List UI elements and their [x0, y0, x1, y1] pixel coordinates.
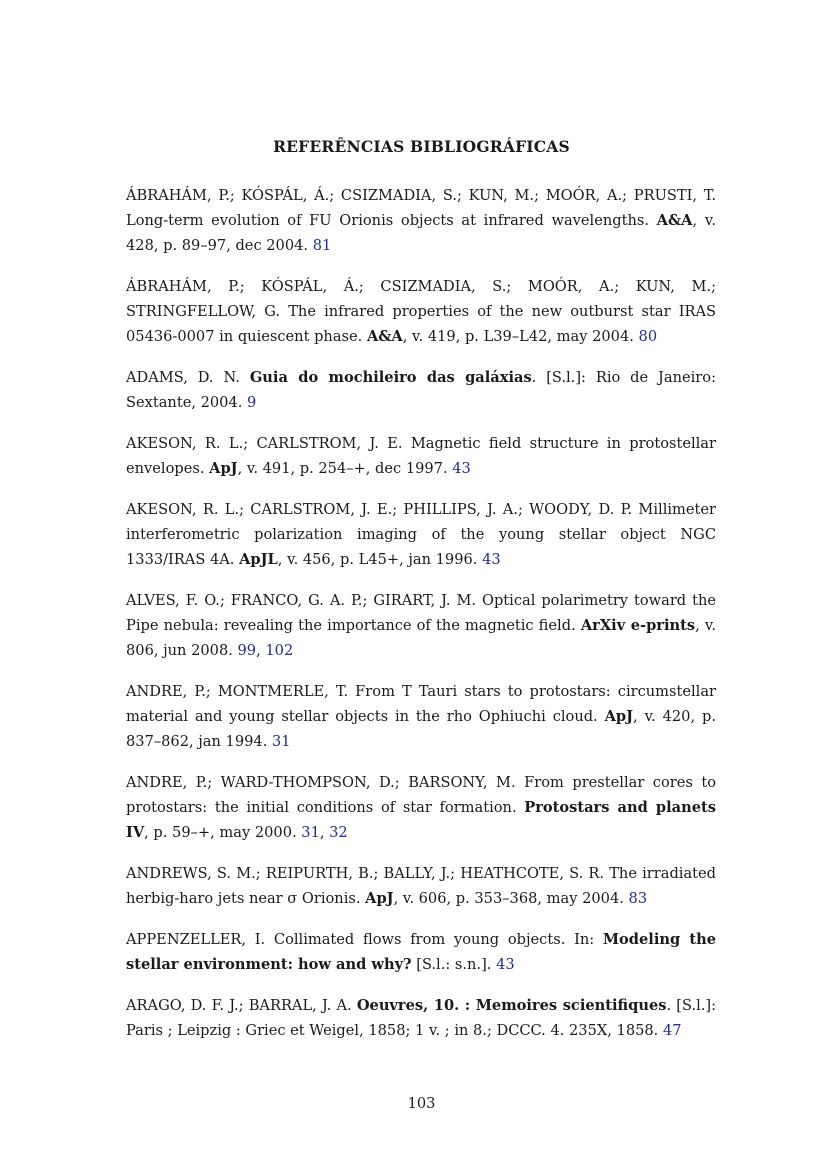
backref-page-link[interactable]: 43 — [452, 460, 471, 477]
backref-page-link[interactable]: 47 — [662, 1022, 682, 1039]
reference-details: , v. 420, p. 837–862, jan 1994. — [126, 708, 716, 750]
reference-entry: ANDRE, P.; WARD-THOMPSON, D.; BARSONY, M. From prestellar cores to protostars: the initial conditions of star formation. Protostars and planets IV, p. 59–+, may 2000. 31, 32 — [126, 774, 716, 841]
reference-source-title: Modeling the stellar environment: how and why? — [126, 931, 717, 973]
reference-details: , v. 606, p. 353–368, may 2004. — [393, 890, 629, 907]
backref-page-link[interactable]: 99 — [237, 642, 257, 659]
reference-entry — [126, 679, 716, 754]
reference-details: [S.l.: s.n.]. — [411, 956, 497, 973]
reference-text: ANDRE, P.; WARD-THOMPSON, D.; BARSONY, M. From prestellar cores to protostars: the initial conditions of star formation. — [126, 774, 716, 816]
reference-entry — [126, 431, 716, 481]
backref-page-link[interactable]: 83 — [628, 890, 648, 907]
reference-source-title: Guia do mochileiro das galáxias — [249, 369, 532, 386]
reference-entry: ALVES, F. O.; FRANCO, G. A. P.; GIRART, J. M. Optical polarimetry toward the Pipe nebula: revealing the importance of the magnetic field. ArXiv e-prints, v. 806, jun 2008. 99, 102 — [126, 592, 716, 659]
backref-page-link[interactable]: 43 — [496, 956, 515, 973]
reference-source-title: ApJ — [604, 708, 634, 725]
reference-entry — [126, 927, 716, 977]
reference-text: ANDREWS, S. M.; REIPURTH, B.; BALLY, J.; HEATHCOTE, S. R. The irradiated herbig-haro jets near σ Orionis. — [126, 865, 716, 907]
reference-text: APPENZELLER, I. Collimated flows from young objects. In: — [126, 931, 603, 948]
reference-source-title: ApJ — [365, 890, 394, 907]
reference-source-title: Oeuvres, 10. : Memoires scientifiques — [356, 997, 667, 1014]
reference-entry — [126, 183, 716, 258]
reference-text: ALVES, F. O.; FRANCO, G. A. P.; GIRART, J. M. Optical polarimetry toward the Pipe nebula: revealing the importance of the magnetic field. — [126, 592, 716, 634]
reference-entry — [126, 861, 716, 911]
reference-text: ARAGO, D. F. J.; BARRAL, J. A. — [126, 997, 357, 1014]
backref-page-link[interactable]: 9 — [247, 394, 257, 411]
reference-source-title: ApJ — [209, 460, 238, 477]
reference-details: , p. 59–+, may 2000. — [144, 824, 302, 841]
reference-source-title: Protostars and planets IV — [126, 799, 716, 841]
reference-entry — [126, 274, 716, 349]
reference-details: . [S.l.]: Rio de Janeiro: Sextante, 2004. — [126, 369, 716, 411]
reference-details: . [S.l.]: Paris ; Leipzig : Griec et Weigel, 1858; 1 v. ; in 8.; DCCC. 4. 235X, 1858. — [126, 997, 717, 1039]
backref-page-link[interactable]: 31 — [301, 824, 320, 841]
reference-text: AKESON, R. L.; CARLSTROM, J. E. Magnetic field structure in protostellar envelopes. — [126, 435, 716, 477]
backref-page-link[interactable]: 102 — [265, 642, 294, 659]
reference-details: , v. 419, p. L39–L42, may 2004. — [402, 328, 639, 345]
reference-details: , v. 428, p. 89–97, dec 2004. — [126, 212, 716, 254]
reference-list — [126, 183, 716, 1059]
page-title: REFERÊNCIAS BIBLIOGRÁFICAS — [273, 137, 570, 156]
reference-source-title: ArXiv e-prints — [580, 617, 696, 634]
reference-text: ÁBRAHÁM, P.; KÓSPÁL, Á.; CSIZMADIA, S.; MOÓR, A.; KUN, M.; STRINGFELLOW, G. The infrared properties of the new outburst star IRAS 05436-0007 in quiescent phase. — [126, 278, 716, 345]
backref-page-link[interactable]: 80 — [638, 328, 658, 345]
reference-text: AKESON, R. L.; CARLSTROM, J. E.; PHILLIPS, J. A.; WOODY, D. P. Millimeter interferometric polarization imaging of the young stellar object NGC 1333/IRAS 4A. — [126, 501, 716, 568]
reference-text: ADAMS, D. N. — [126, 369, 250, 386]
backref-page-link[interactable]: 31 — [271, 733, 291, 750]
reference-source-title: A&A — [366, 328, 403, 345]
reference-entry — [126, 365, 716, 415]
reference-text: ANDRE, P.; MONTMERLE, T. From T Tauri stars to protostars: circumstellar material and young stellar objects in the rho Ophiuchi cloud. — [126, 683, 716, 725]
backref-page-link[interactable]: 32 — [329, 824, 348, 841]
backref-page-link[interactable]: 81 — [312, 237, 332, 254]
reference-text: ÁBRAHÁM, P.; KÓSPÁL, Á.; CSIZMADIA, S.; KUN, M.; MOÓR, A.; PRUSTI, T. Long-term evolution of FU Orionis objects at infrared wavelengths. — [126, 187, 716, 229]
reference-details: , v. 491, p. 254–+, dec 1997. — [237, 460, 453, 477]
backref-page-link[interactable]: 43 — [482, 551, 501, 568]
reference-entry — [126, 993, 716, 1043]
page-number: 103 — [407, 1095, 436, 1112]
reference-details: , v. 806, jun 2008. — [126, 617, 716, 659]
reference-source-title: A&A — [656, 212, 693, 229]
reference-details: , v. 456, p. L45+, jan 1996. — [277, 551, 483, 568]
reference-entry — [126, 497, 716, 572]
reference-source-title: ApJL — [239, 551, 278, 568]
